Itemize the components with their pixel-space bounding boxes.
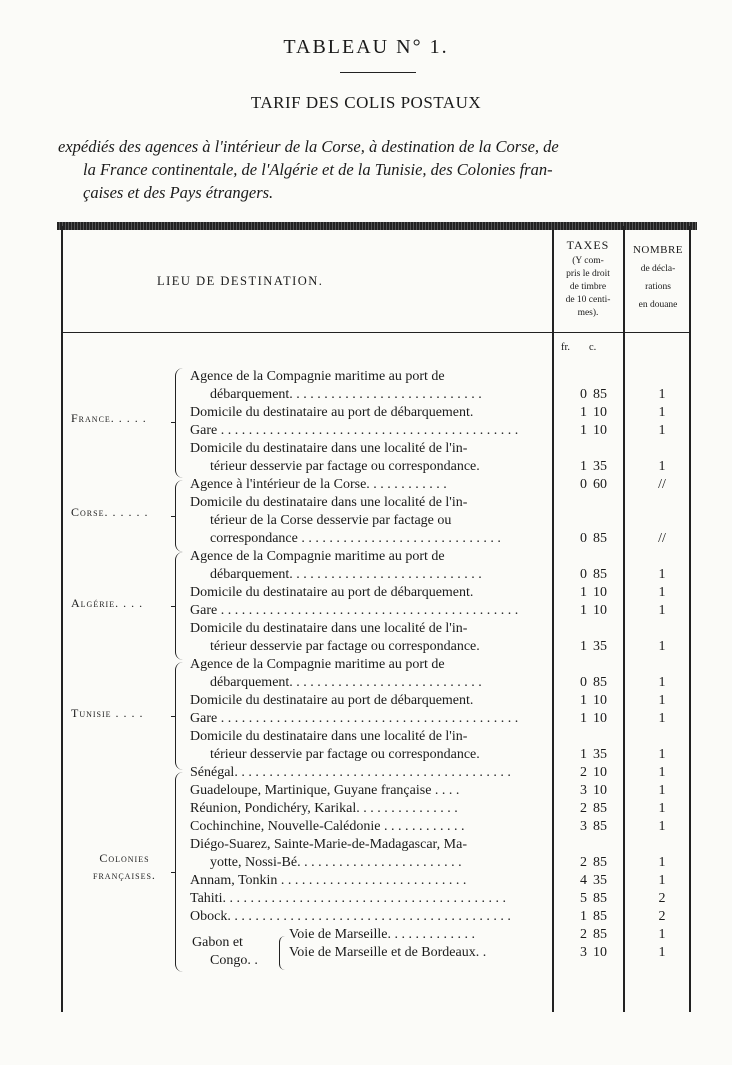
table-row: [57, 602, 697, 620]
row-declarations: 1: [658, 585, 666, 600]
row-description: Voie de Marseille et de Bordeaux. .: [289, 945, 487, 960]
row-centimes: 10: [593, 711, 607, 726]
row-description: térieur de la Corse desservie par factage ou: [210, 513, 452, 528]
table-row: [57, 422, 697, 440]
row-description: Cochinchine, Nouvelle-Calédonie . . . . . . . . . . . .: [190, 819, 465, 834]
row-francs: 0: [580, 675, 587, 690]
row-description: Agence de la Compagnie maritime au port de: [190, 657, 445, 672]
row-francs: 0: [580, 387, 587, 402]
unit-centimes: c.: [589, 342, 597, 353]
row-description: Diégo-Suarez, Sainte-Marie-de-Madagascar, Ma-: [190, 837, 467, 852]
row-centimes: 85: [593, 801, 607, 816]
intro-line: çaises et des Pays étrangers.: [83, 183, 274, 202]
table-row: [57, 818, 697, 836]
row-francs: 2: [580, 801, 587, 816]
row-description: Sénégal. . . . . . . . . . . . . . . . . . . . . . . . . . . . . . . . . . . . . . . .: [190, 765, 511, 780]
nombre-note-line: de décla-: [640, 264, 676, 274]
table-row: [57, 548, 697, 584]
taxes-note-line: (Y com-: [572, 256, 604, 266]
row-centimes: 60: [593, 477, 607, 492]
row-description: yotte, Nossi-Bé. . . . . . . . . . . . . . . . . . . . . . . .: [210, 855, 462, 870]
row-declarations: 1: [658, 459, 666, 474]
row-centimes: 85: [593, 531, 607, 546]
row-francs: 1: [580, 603, 587, 618]
row-description: Agence à l'intérieur de la Corse. . . . . . . . . . . .: [190, 477, 447, 492]
row-description: débarquement. . . . . . . . . . . . . . . . . . . . . . . . . . . .: [210, 567, 482, 582]
row-declarations: 1: [658, 639, 666, 654]
table-row: [57, 440, 697, 476]
row-description: Domicile du destinataire au port de débarquement.: [190, 405, 474, 420]
row-francs: 0: [580, 531, 587, 546]
row-description: Domicile du destinataire dans une localité de l'in-: [190, 495, 468, 510]
row-declarations: 1: [658, 801, 666, 816]
row-francs: 1: [580, 747, 587, 762]
row-francs: 1: [580, 459, 587, 474]
row-description: térieur desservie par factage ou correspondance.: [210, 639, 480, 654]
row-declarations: 1: [658, 855, 666, 870]
row-description: Domicile du destinataire dans une localité de l'in-: [190, 621, 468, 636]
row-declarations: 1: [658, 603, 666, 618]
row-description: Voie de Marseille. . . . . . . . . . . . .: [289, 927, 475, 942]
table-row: [57, 800, 697, 818]
row-centimes: 35: [593, 747, 607, 762]
row-francs: 1: [580, 423, 587, 438]
row-centimes: 85: [593, 909, 607, 924]
table-row: [57, 476, 697, 494]
row-description: Gare . . . . . . . . . . . . . . . . . . . . . . . . . . . . . . . . . . . . . . . . . . .: [190, 423, 519, 438]
intro-line: la France continentale, de l'Algérie et de la Tunisie, des Colonies fran-: [83, 160, 553, 179]
row-centimes: 35: [593, 873, 607, 888]
row-declarations: 1: [658, 711, 666, 726]
table-row: [57, 782, 697, 800]
row-description: Domicile du destinataire dans une localité de l'in-: [190, 441, 468, 456]
row-declarations: //: [658, 531, 666, 546]
row-description: Domicile du destinataire au port de débarquement.: [190, 585, 474, 600]
table-row: [57, 908, 697, 926]
row-declarations: 1: [658, 675, 666, 690]
row-francs: 1: [580, 711, 587, 726]
table-row: [57, 728, 697, 764]
row-declarations: 1: [658, 693, 666, 708]
nombre-note-line: rations: [645, 282, 671, 292]
row-centimes: 35: [593, 459, 607, 474]
row-declarations: 1: [658, 927, 666, 942]
row-description: Tahiti. . . . . . . . . . . . . . . . . . . . . . . . . . . . . . . . . . . . . . . . .: [190, 891, 506, 906]
region-corse: Corse. . . . . .: [71, 505, 149, 519]
page-title: TABLEAU N° 1.: [283, 36, 449, 58]
row-declarations: 1: [658, 567, 666, 582]
row-centimes: 10: [593, 765, 607, 780]
region-tunisie: Tunisie . . . .: [71, 706, 144, 720]
row-description: Gare . . . . . . . . . . . . . . . . . . . . . . . . . . . . . . . . . . . . . . . . . . .: [190, 603, 519, 618]
row-description: Annam, Tonkin . . . . . . . . . . . . . . . . . . . . . . . . . . .: [190, 873, 467, 888]
row-francs: 1: [580, 405, 587, 420]
row-francs: 3: [580, 783, 587, 798]
header-taxes: TAXES: [566, 238, 610, 252]
row-centimes: 85: [593, 927, 607, 942]
table-row: [57, 710, 697, 728]
row-declarations: 1: [658, 873, 666, 888]
taxes-note-line: mes).: [577, 308, 599, 318]
intro-paragraph: [58, 135, 708, 204]
row-centimes: 85: [593, 387, 607, 402]
unit-francs: fr.: [561, 342, 571, 353]
row-declarations: 1: [658, 423, 666, 438]
taxes-note-line: de timbre: [569, 282, 607, 292]
table-row: [57, 404, 697, 422]
title-rule: [340, 72, 416, 73]
table-row: [57, 944, 697, 962]
row-francs: 5: [580, 891, 587, 906]
header-rule: [63, 332, 691, 333]
header-nombre-note: [625, 260, 691, 314]
header-nombre: NOMBRE: [632, 244, 684, 256]
row-declarations: //: [658, 477, 666, 492]
region-colonies-line: françaises.: [93, 868, 156, 882]
row-centimes: 10: [593, 585, 607, 600]
row-declarations: 1: [658, 747, 666, 762]
table-row: [57, 620, 697, 656]
row-description: correspondance . . . . . . . . . . . . . . . . . . . . . . . . . . . . .: [210, 531, 501, 546]
table-row: [57, 764, 697, 782]
row-centimes: 85: [593, 855, 607, 870]
row-description: Guadeloupe, Martinique, Guyane française . . . .: [190, 783, 460, 798]
region-france: France. . . . .: [71, 411, 147, 425]
row-francs: 1: [580, 639, 587, 654]
tariff-table: [57, 222, 697, 1012]
row-description: Domicile du destinataire au port de débarquement.: [190, 693, 474, 708]
row-declarations: 1: [658, 783, 666, 798]
table-row: [57, 890, 697, 908]
row-declarations: 2: [658, 891, 666, 906]
table-row: [57, 368, 697, 404]
header-lieu: LIEU DE DESTINATION.: [157, 274, 324, 288]
table-row: [57, 656, 697, 692]
row-centimes: 10: [593, 603, 607, 618]
row-centimes: 85: [593, 675, 607, 690]
row-description: débarquement. . . . . . . . . . . . . . . . . . . . . . . . . . . .: [210, 675, 482, 690]
table-row: [57, 836, 697, 872]
row-francs: 3: [580, 945, 587, 960]
row-francs: 2: [580, 765, 587, 780]
row-francs: 4: [580, 873, 587, 888]
page-subtitle: TARIF DES COLIS POSTAUX: [250, 93, 482, 112]
row-declarations: 2: [658, 909, 666, 924]
row-francs: 1: [580, 585, 587, 600]
row-centimes: 10: [593, 945, 607, 960]
row-centimes: 10: [593, 423, 607, 438]
row-centimes: 85: [593, 567, 607, 582]
row-declarations: 1: [658, 765, 666, 780]
row-francs: 0: [580, 567, 587, 582]
table-row: [57, 494, 697, 548]
row-description: Agence de la Compagnie maritime au port de: [190, 369, 445, 384]
row-description: débarquement. . . . . . . . . . . . . . . . . . . . . . . . . . . .: [210, 387, 482, 402]
region-algerie: Algérie. . . .: [71, 596, 144, 610]
table-row: [57, 926, 697, 944]
row-declarations: 1: [658, 819, 666, 834]
row-description: Réunion, Pondichéry, Karikal. . . . . . . . . . . . . . .: [190, 801, 458, 816]
row-centimes: 10: [593, 405, 607, 420]
row-description: Agence de la Compagnie maritime au port de: [190, 549, 445, 564]
row-francs: 3: [580, 819, 587, 834]
row-description: térieur desservie par factage ou correspondance.: [210, 459, 480, 474]
table-row: [57, 584, 697, 602]
gabon-label: Gabon et: [192, 935, 243, 950]
row-francs: 2: [580, 927, 587, 942]
row-francs: 1: [580, 693, 587, 708]
row-declarations: 1: [658, 387, 666, 402]
nombre-note-line: en douane: [638, 300, 678, 310]
row-francs: 1: [580, 909, 587, 924]
row-centimes: 85: [593, 819, 607, 834]
row-declarations: 1: [658, 405, 666, 420]
intro-line: expédiés des agences à l'intérieur de la Corse, à destination de la Corse, de: [58, 137, 559, 156]
table-row: [57, 872, 697, 890]
row-description: Obock. . . . . . . . . . . . . . . . . . . . . . . . . . . . . . . . . . . . . . . . .: [190, 909, 511, 924]
header-taxes-note: [554, 255, 622, 320]
region-colonies-line: Colonies: [99, 851, 150, 865]
row-description: Domicile du destinataire dans une localité de l'in-: [190, 729, 468, 744]
row-description: Gare . . . . . . . . . . . . . . . . . . . . . . . . . . . . . . . . . . . . . . . . . . .: [190, 711, 519, 726]
taxes-note-line: de 10 centi-: [565, 295, 611, 305]
row-francs: 2: [580, 855, 587, 870]
table-top-border: [57, 222, 697, 230]
row-description: térieur desservie par factage ou correspondance.: [210, 747, 480, 762]
row-francs: 0: [580, 477, 587, 492]
table-row: [57, 692, 697, 710]
taxes-note-line: pris le droit: [566, 269, 610, 279]
row-centimes: 85: [593, 891, 607, 906]
row-centimes: 10: [593, 693, 607, 708]
congo-label: Congo. .: [210, 953, 258, 968]
row-declarations: 1: [658, 945, 666, 960]
row-centimes: 35: [593, 639, 607, 654]
row-centimes: 10: [593, 783, 607, 798]
